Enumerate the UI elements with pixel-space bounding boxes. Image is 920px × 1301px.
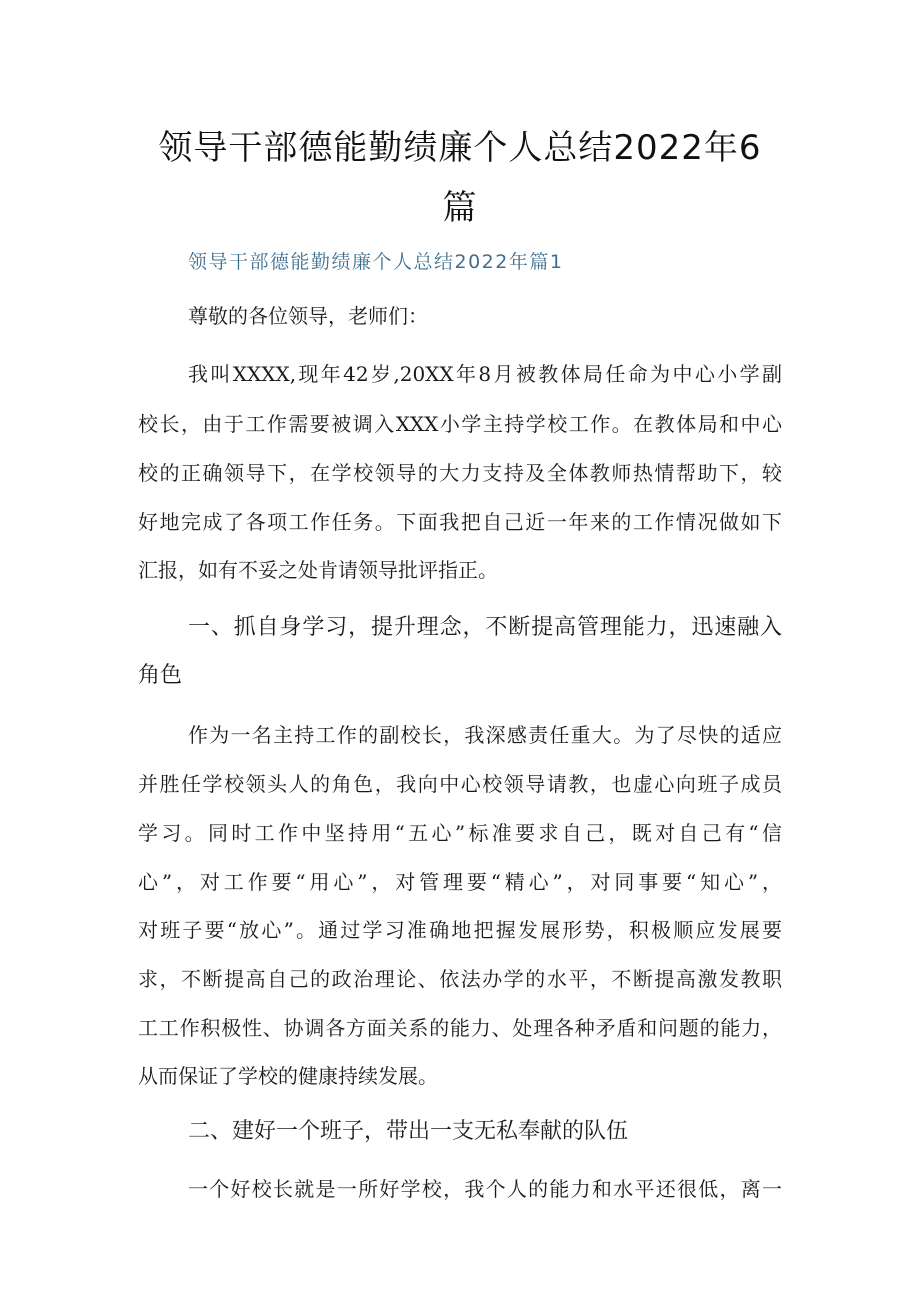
section-subheading: 领导干部德能勤绩廉个人总结2022年篇1 — [188, 251, 564, 273]
paragraph-line: 从而保证了学校的健康持续发展。 — [138, 1064, 438, 1088]
paragraph-line: 校的正确领导下，在学校领导的大力支持及全体教师热情帮助下，较 — [138, 461, 782, 485]
document-title-line-2: 篇 — [442, 188, 478, 228]
paragraph-line: 工工作积极性、协调各方面关系的能力、处理各种矛盾和问题的能力， — [138, 1016, 782, 1040]
paragraph-line: 一个好校长就是一所好学校，我个人的能力和水平还很低，离一 — [188, 1177, 782, 1201]
paragraph-line: 校长，由于工作需要被调入XXX小学主持学校工作。在教体局和中心 — [138, 412, 782, 436]
paragraph-line: 学习。同时工作中坚持用“五心”标准要求自己，既对自己有“信 — [138, 821, 782, 845]
salutation-line: 尊敬的各位领导，老师们： — [188, 304, 428, 328]
section-heading-line: 一、抓自身学习，提升理念，不断提高管理能力，迅速融入 — [188, 615, 782, 640]
paragraph-line: 对班子要“放心”。通过学习准确地把握发展形势，积极顺应发展要 — [138, 918, 782, 942]
paragraph-line: 我叫XXXX,现年42岁,20XX年8月被教体局任命为中心小学副 — [188, 362, 782, 386]
paragraph-line: 求，不断提高自己的政治理论、依法办学的水平，不断提高激发教职 — [138, 967, 782, 991]
paragraph-line: 好地完成了各项工作任务。下面我把自己近一年来的工作情况做如下 — [138, 510, 782, 534]
section-heading-line: 二、建好一个班子，带出一支无私奉献的队伍 — [188, 1119, 629, 1144]
document-title-line-1: 领导干部德能勤绩廉个人总结2022年6 — [158, 128, 762, 168]
paragraph-line: 作为一名主持工作的副校长，我深感责任重大。为了尽快的适应 — [188, 723, 782, 747]
section-heading-line: 角色 — [138, 663, 183, 688]
paragraph-line: 心”，对工作要“用心”，对管理要“精心”，对同事要“知心”， — [138, 870, 782, 894]
paragraph-line: 汇报，如有不妥之处肯请领导批评指正。 — [138, 558, 498, 582]
paragraph-line: 并胜任学校领头人的角色，我向中心校领导请教，也虚心向班子成员 — [138, 772, 782, 796]
